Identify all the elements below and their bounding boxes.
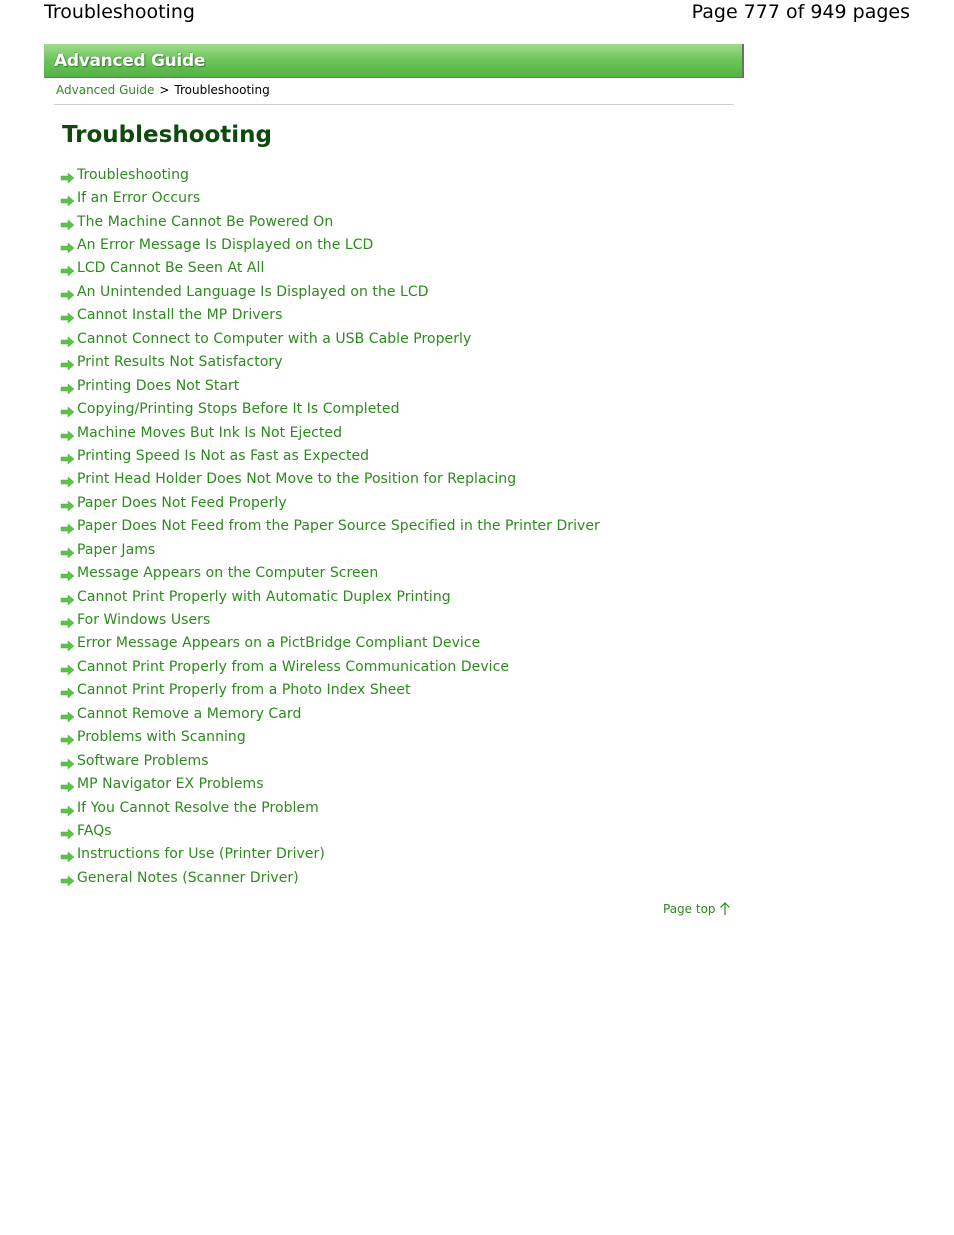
link-text: Printing Does Not Start (77, 377, 240, 394)
link-text: Print Results Not Satisfactory (77, 354, 283, 371)
right-arrow-icon (60, 684, 75, 696)
list-item[interactable] (60, 374, 600, 397)
breadcrumb (56, 82, 270, 99)
link-text: Cannot Install the MP Drivers (77, 307, 283, 324)
right-arrow-icon (60, 169, 75, 181)
right-arrow-icon (60, 286, 75, 298)
link-text: If an Error Occurs (77, 190, 201, 207)
list-item[interactable] (60, 772, 600, 795)
list-item[interactable] (60, 233, 600, 256)
link-text: An Unintended Language Is Displayed on the LCD (77, 283, 429, 300)
list-item[interactable] (60, 468, 600, 491)
link-text: Software Problems (77, 752, 209, 769)
breadcrumb-current: Troubleshooting (174, 83, 270, 97)
link-text: For Windows Users (77, 612, 211, 629)
banner-title: Advanced Guide (54, 51, 206, 71)
right-arrow-icon (60, 848, 75, 860)
list-item[interactable] (60, 796, 600, 819)
right-arrow-icon (60, 427, 75, 439)
link-text: Problems with Scanning (77, 729, 246, 746)
list-item[interactable] (60, 843, 600, 866)
list-item[interactable] (60, 819, 600, 842)
up-arrow-icon (719, 902, 731, 916)
right-arrow-icon (60, 661, 75, 673)
page-indicator: Page 777 of 949 pages (691, 1, 910, 23)
breadcrumb-separator: > (159, 83, 170, 97)
list-item[interactable] (60, 726, 600, 749)
right-arrow-icon (60, 309, 75, 321)
right-arrow-icon (60, 473, 75, 485)
page-top-label: Page top (663, 902, 716, 916)
right-arrow-icon (60, 380, 75, 392)
list-item[interactable] (60, 351, 600, 374)
list-item[interactable] (60, 304, 600, 327)
link-text: Troubleshooting (77, 166, 189, 183)
right-arrow-icon (60, 497, 75, 509)
list-item[interactable] (60, 210, 600, 233)
right-arrow-icon (60, 778, 75, 790)
troubleshooting-link-list (60, 163, 600, 890)
advanced-guide-banner (44, 44, 744, 78)
list-item[interactable] (60, 444, 600, 467)
right-arrow-icon (60, 567, 75, 579)
right-arrow-icon (60, 802, 75, 814)
link-text: General Notes (Scanner Driver) (77, 869, 299, 886)
page-header (0, 0, 954, 30)
right-arrow-icon (60, 216, 75, 228)
right-arrow-icon (60, 450, 75, 462)
list-item[interactable] (60, 655, 600, 678)
right-arrow-icon (60, 637, 75, 649)
right-arrow-icon (60, 708, 75, 720)
link-text: Print Head Holder Does Not Move to the Position for Replacing (77, 471, 517, 488)
list-item[interactable] (60, 280, 600, 303)
document-title: Troubleshooting (44, 1, 195, 23)
right-arrow-icon (60, 825, 75, 837)
list-item[interactable] (60, 538, 600, 561)
link-text: If You Cannot Resolve the Problem (77, 799, 319, 816)
link-text: Paper Does Not Feed from the Paper Source Specified in the Printer Driver (77, 518, 600, 535)
list-item[interactable] (60, 866, 600, 889)
link-text: Paper Jams (77, 541, 156, 558)
link-text: Cannot Connect to Computer with a USB Cable Properly (77, 330, 472, 347)
right-arrow-icon (60, 192, 75, 204)
list-item[interactable] (60, 186, 600, 209)
list-item[interactable] (60, 702, 600, 725)
link-text: MP Navigator EX Problems (77, 776, 264, 793)
divider (54, 104, 734, 105)
list-item[interactable] (60, 585, 600, 608)
link-text: Cannot Print Properly from a Photo Index Sheet (77, 682, 411, 699)
list-item[interactable] (60, 561, 600, 584)
breadcrumb-link-advanced-guide[interactable]: Advanced Guide (56, 83, 155, 97)
list-item[interactable] (60, 515, 600, 538)
link-text: Paper Does Not Feed Properly (77, 494, 287, 511)
link-text: Copying/Printing Stops Before It Is Completed (77, 401, 400, 418)
right-arrow-icon (60, 614, 75, 626)
right-arrow-icon (60, 755, 75, 767)
link-text: Cannot Remove a Memory Card (77, 705, 302, 722)
right-arrow-icon (60, 544, 75, 556)
list-item[interactable] (60, 491, 600, 514)
page-title: Troubleshooting (62, 122, 273, 148)
right-arrow-icon (60, 262, 75, 274)
right-arrow-icon (60, 356, 75, 368)
right-arrow-icon (60, 872, 75, 884)
list-item[interactable] (60, 327, 600, 350)
link-text: Machine Moves But Ink Is Not Ejected (77, 424, 343, 441)
list-item[interactable] (60, 608, 600, 631)
link-text: Cannot Print Properly from a Wireless Communication Device (77, 658, 510, 675)
right-arrow-icon (60, 731, 75, 743)
link-text: Printing Speed Is Not as Fast as Expected (77, 447, 370, 464)
link-text: Error Message Appears on a PictBridge Compliant Device (77, 635, 481, 652)
link-text: An Error Message Is Displayed on the LCD (77, 237, 374, 254)
right-arrow-icon (60, 591, 75, 603)
list-item[interactable] (60, 421, 600, 444)
right-arrow-icon (60, 520, 75, 532)
right-arrow-icon (60, 239, 75, 251)
list-item[interactable] (60, 397, 600, 420)
page-top-link[interactable] (663, 900, 731, 918)
list-item[interactable] (60, 257, 600, 280)
list-item[interactable] (60, 163, 600, 186)
right-arrow-icon (60, 333, 75, 345)
link-text: FAQs (77, 822, 112, 839)
right-arrow-icon (60, 403, 75, 415)
list-item[interactable] (60, 749, 600, 772)
link-text: The Machine Cannot Be Powered On (77, 213, 334, 230)
link-text: LCD Cannot Be Seen At All (77, 260, 265, 277)
link-text: Message Appears on the Computer Screen (77, 565, 379, 582)
link-text: Cannot Print Properly with Automatic Duplex Printing (77, 588, 451, 605)
list-item[interactable] (60, 632, 600, 655)
link-text: Instructions for Use (Printer Driver) (77, 846, 325, 863)
list-item[interactable] (60, 679, 600, 702)
